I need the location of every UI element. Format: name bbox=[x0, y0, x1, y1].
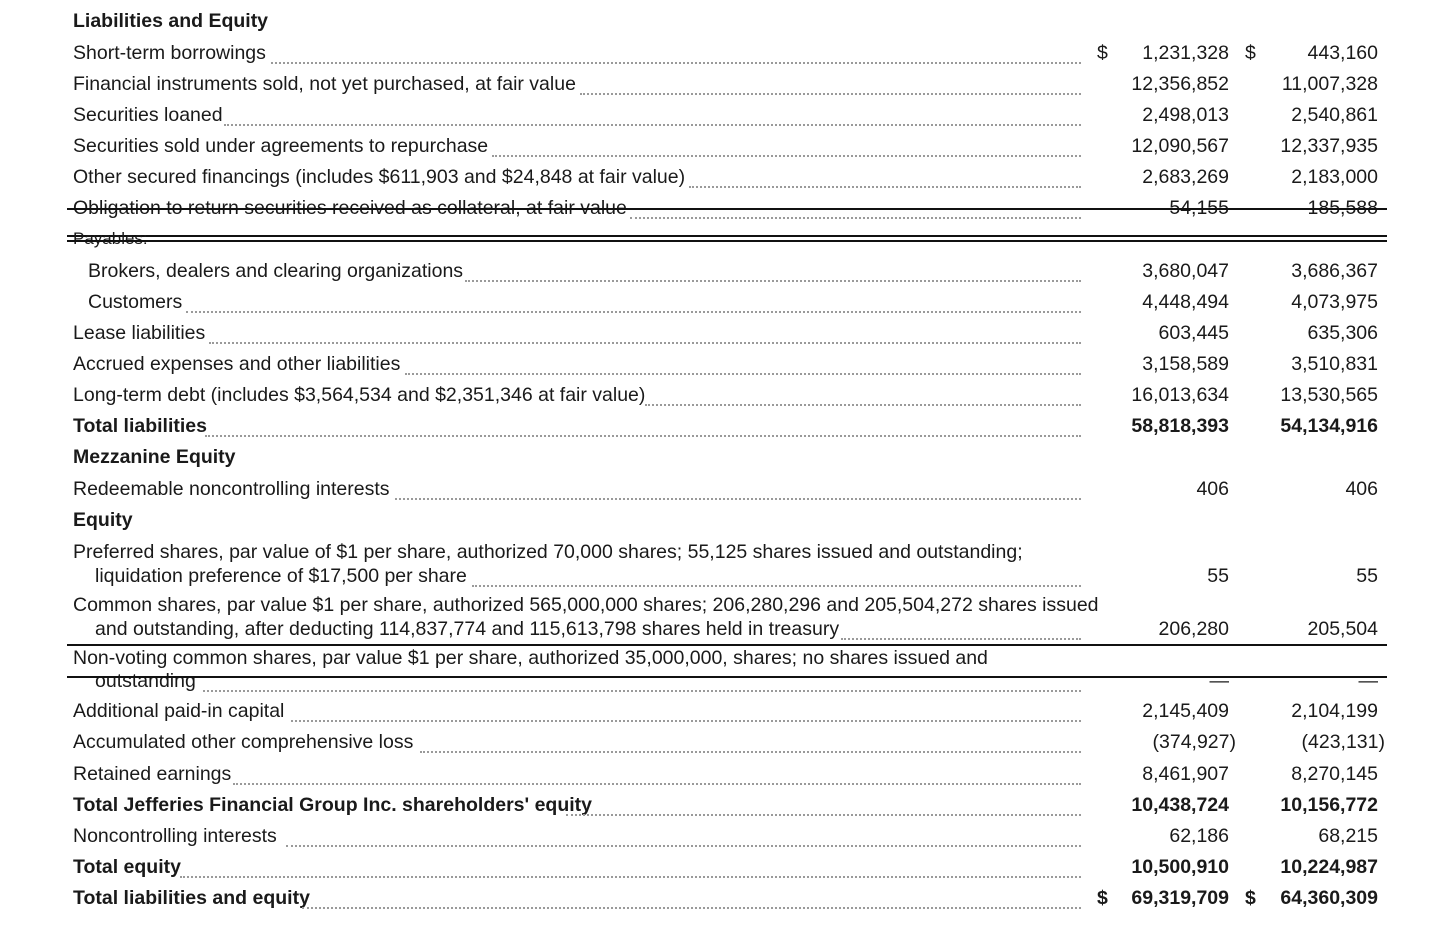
value-current: (374,927) bbox=[1152, 731, 1236, 753]
dot-leader bbox=[286, 845, 1081, 847]
value-prior: (423,131) bbox=[1301, 731, 1385, 753]
dollar-sign: $ bbox=[1245, 887, 1256, 909]
row-label: outstanding bbox=[95, 670, 196, 692]
dot-leader bbox=[205, 435, 1081, 437]
divider-rule bbox=[67, 235, 1387, 237]
value-current: 1,231,328 bbox=[1142, 42, 1229, 64]
dot-leader bbox=[233, 783, 1081, 785]
value-prior: 635,306 bbox=[1307, 322, 1378, 344]
value-prior: 4,073,975 bbox=[1291, 291, 1378, 313]
value-current: 58,818,393 bbox=[1131, 415, 1229, 437]
strike-line bbox=[67, 240, 1387, 242]
row-label: Payables: bbox=[73, 229, 148, 248]
row-label: Total liabilities and equity bbox=[73, 887, 310, 909]
dot-leader bbox=[271, 62, 1081, 64]
value-prior: 2,183,000 bbox=[1291, 166, 1378, 188]
value-prior: — bbox=[1358, 670, 1378, 692]
dot-leader bbox=[465, 280, 1081, 282]
value-current: 3,680,047 bbox=[1142, 260, 1229, 282]
row-label: Total equity bbox=[73, 856, 181, 878]
row-label: Noncontrolling interests bbox=[73, 825, 277, 847]
value-current: 603,445 bbox=[1158, 322, 1229, 344]
value-prior: 12,337,935 bbox=[1280, 135, 1378, 157]
value-current: 16,013,634 bbox=[1131, 384, 1229, 406]
row-label: Mezzanine Equity bbox=[73, 446, 236, 468]
dot-leader bbox=[420, 751, 1081, 753]
dot-leader bbox=[630, 217, 1081, 219]
value-current: 2,498,013 bbox=[1142, 104, 1229, 126]
value-prior: 443,160 bbox=[1307, 42, 1378, 64]
value-prior: 3,686,367 bbox=[1291, 260, 1378, 282]
dollar-sign: $ bbox=[1097, 887, 1108, 909]
dot-leader bbox=[186, 311, 1081, 313]
row-label: Redeemable noncontrolling interests bbox=[73, 478, 390, 500]
row-label: and outstanding, after deducting 114,837,774 and 115,613,798 shares held in treasury bbox=[95, 618, 840, 640]
row-label: Total Jefferies Financial Group Inc. shareholders' equity bbox=[73, 794, 592, 816]
row-label: Customers bbox=[88, 291, 183, 313]
value-prior: 11,007,328 bbox=[1281, 73, 1378, 95]
dot-leader bbox=[291, 720, 1081, 722]
value-prior: 205,504 bbox=[1307, 618, 1378, 640]
row-label: Accumulated other comprehensive loss bbox=[73, 731, 414, 753]
row-label: Other secured financings (includes $611,903 and $24,848 at fair value) bbox=[73, 166, 686, 188]
value-current: 12,090,567 bbox=[1131, 135, 1229, 157]
row-label: Securities loaned bbox=[73, 104, 223, 126]
value-current: 10,438,724 bbox=[1131, 794, 1229, 816]
dot-leader bbox=[492, 155, 1081, 157]
section-title: Liabilities and Equity bbox=[73, 10, 269, 32]
value-current: 12,356,852 bbox=[1131, 73, 1229, 95]
value-current: 10,500,910 bbox=[1131, 856, 1229, 878]
value-prior: 406 bbox=[1345, 478, 1378, 500]
strike-line bbox=[67, 208, 1387, 210]
value-current: 54,155 bbox=[1169, 197, 1229, 219]
value-current: 406 bbox=[1196, 478, 1229, 500]
dot-leader bbox=[566, 814, 1081, 816]
value-prior: 2,104,199 bbox=[1291, 700, 1378, 722]
row-label: Equity bbox=[73, 509, 133, 531]
value-prior: 68,215 bbox=[1318, 825, 1378, 847]
dot-leader bbox=[405, 373, 1081, 375]
dot-leader bbox=[841, 638, 1081, 640]
row-label: Financial instruments sold, not yet purchased, at fair value bbox=[73, 73, 576, 95]
row-label: Brokers, dealers and clearing organizations bbox=[88, 260, 464, 282]
dot-leader bbox=[302, 907, 1081, 909]
value-prior: 3,510,831 bbox=[1291, 353, 1378, 375]
row-label: Accrued expenses and other liabilities bbox=[73, 353, 401, 375]
dot-leader bbox=[580, 93, 1081, 95]
row-label: Short-term borrowings bbox=[73, 42, 266, 64]
value-current: 2,145,409 bbox=[1142, 700, 1229, 722]
value-current: 8,461,907 bbox=[1142, 763, 1229, 785]
row-label: Retained earnings bbox=[73, 763, 232, 785]
row-label: Obligation to return securities received as collateral, at fair value bbox=[73, 197, 627, 219]
value-prior: 64,360,309 bbox=[1280, 887, 1378, 909]
row-label: Securities sold under agreements to repurchase bbox=[73, 135, 489, 157]
value-prior: 2,540,861 bbox=[1291, 104, 1378, 126]
strike-line bbox=[67, 676, 1387, 678]
dot-leader bbox=[645, 404, 1081, 406]
row-label: Long-term debt (includes $3,564,534 and $2,351,346 at fair value) bbox=[73, 384, 646, 406]
value-current: 206,280 bbox=[1158, 618, 1229, 640]
value-current: 3,158,589 bbox=[1142, 353, 1229, 375]
dollar-sign: $ bbox=[1097, 42, 1108, 64]
dot-leader bbox=[203, 690, 1081, 692]
dot-leader bbox=[180, 876, 1081, 878]
row-label: Common shares, par value $1 per share, authorized 565,000,000 shares; 206,280,296 and 205,504,272 shares issued bbox=[73, 594, 1099, 616]
row-label: Preferred shares, par value of $1 per share, authorized 70,000 shares; 55,125 shares issued and outstanding; bbox=[73, 541, 1023, 563]
row-label: Additional paid-in capital bbox=[73, 700, 285, 722]
row-label: Non-voting common shares, par value $1 per share, authorized 35,000,000, shares; no shares issued and bbox=[73, 647, 988, 669]
value-prior: 54,134,916 bbox=[1280, 415, 1378, 437]
dot-leader bbox=[209, 342, 1081, 344]
value-current: 69,319,709 bbox=[1131, 887, 1229, 909]
dot-leader bbox=[395, 498, 1081, 500]
dot-leader bbox=[689, 186, 1081, 188]
row-label: liquidation preference of $17,500 per share bbox=[95, 565, 467, 587]
value-current: — bbox=[1209, 670, 1229, 692]
value-prior: 8,270,145 bbox=[1291, 763, 1378, 785]
value-current: 55 bbox=[1207, 565, 1229, 587]
value-current: 2,683,269 bbox=[1142, 166, 1229, 188]
value-current: 62,186 bbox=[1169, 825, 1229, 847]
value-prior: 185,588 bbox=[1307, 197, 1378, 219]
value-prior: 10,224,987 bbox=[1280, 856, 1378, 878]
dot-leader bbox=[472, 585, 1081, 587]
dot-leader bbox=[224, 124, 1081, 126]
value-prior: 55 bbox=[1356, 565, 1378, 587]
row-label: Lease liabilities bbox=[73, 322, 206, 344]
value-current: 4,448,494 bbox=[1142, 291, 1229, 313]
dollar-sign: $ bbox=[1245, 42, 1256, 64]
value-prior: 13,530,565 bbox=[1280, 384, 1378, 406]
value-prior: 10,156,772 bbox=[1280, 794, 1378, 816]
row-label: Total liabilities bbox=[73, 415, 207, 437]
